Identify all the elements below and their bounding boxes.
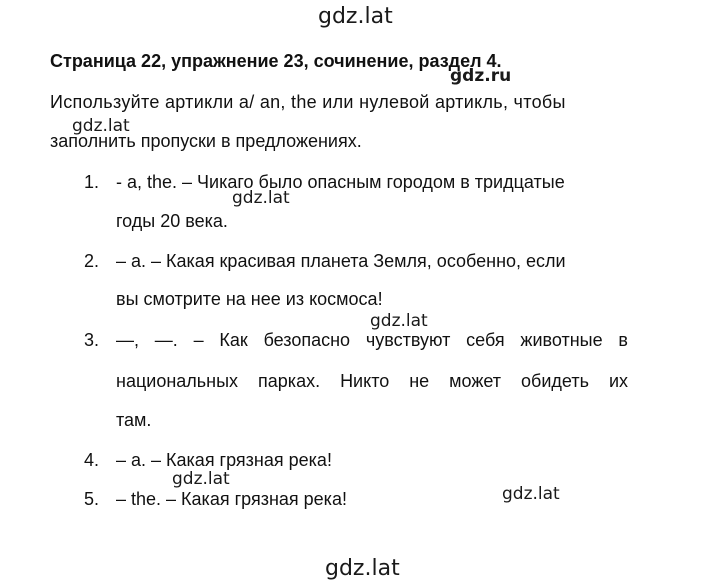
intro-line-1: Используйте артикли a/ an, the или нулевой артикль, чтобы: [50, 92, 566, 112]
item-3-line-2: национальных парках. Никто не может обидеть их: [116, 371, 628, 391]
watermark-top: gdz.lat: [318, 4, 393, 29]
watermark-bottom: gdz.lat: [325, 556, 400, 581]
item-3-line-1: —, —. – Как безопасно чувствуют себя животные в: [116, 330, 628, 350]
watermark-b: gdz.lat: [232, 188, 290, 208]
item-number-1: 1.: [84, 172, 100, 192]
item-4-line-1: – a. – Какая грязная река!: [116, 450, 332, 470]
page-title: Страница 22, упражнение 23, сочинение, раздел 4.: [50, 51, 502, 71]
intro-line-2: заполнить пропуски в предложениях.: [50, 131, 362, 151]
item-number-2: 2.: [84, 251, 100, 271]
item-1-line-1: - a, the. – Чикаго было опасным городом в тридцатые: [116, 172, 565, 192]
watermark-e: gdz.lat: [502, 484, 560, 504]
item-number-4: 4.: [84, 450, 100, 470]
item-1-line-2: годы 20 века.: [116, 211, 228, 231]
watermark-d: gdz.lat: [172, 469, 230, 489]
item-3-line-3: там.: [116, 410, 152, 430]
watermark-gdz-ru: gdz.ru: [450, 66, 512, 86]
item-2-line-1: – a. – Какая красивая планета Земля, особенно, если: [116, 251, 566, 271]
item-number-3: 3.: [84, 330, 100, 350]
watermark-c: gdz.lat: [370, 311, 428, 331]
item-5-line-1: – the. – Какая грязная река!: [116, 489, 347, 509]
item-number-5: 5.: [84, 489, 100, 509]
watermark-a: gdz.lat: [72, 116, 130, 136]
item-2-line-2: вы смотрите на нее из космоса!: [116, 289, 383, 309]
